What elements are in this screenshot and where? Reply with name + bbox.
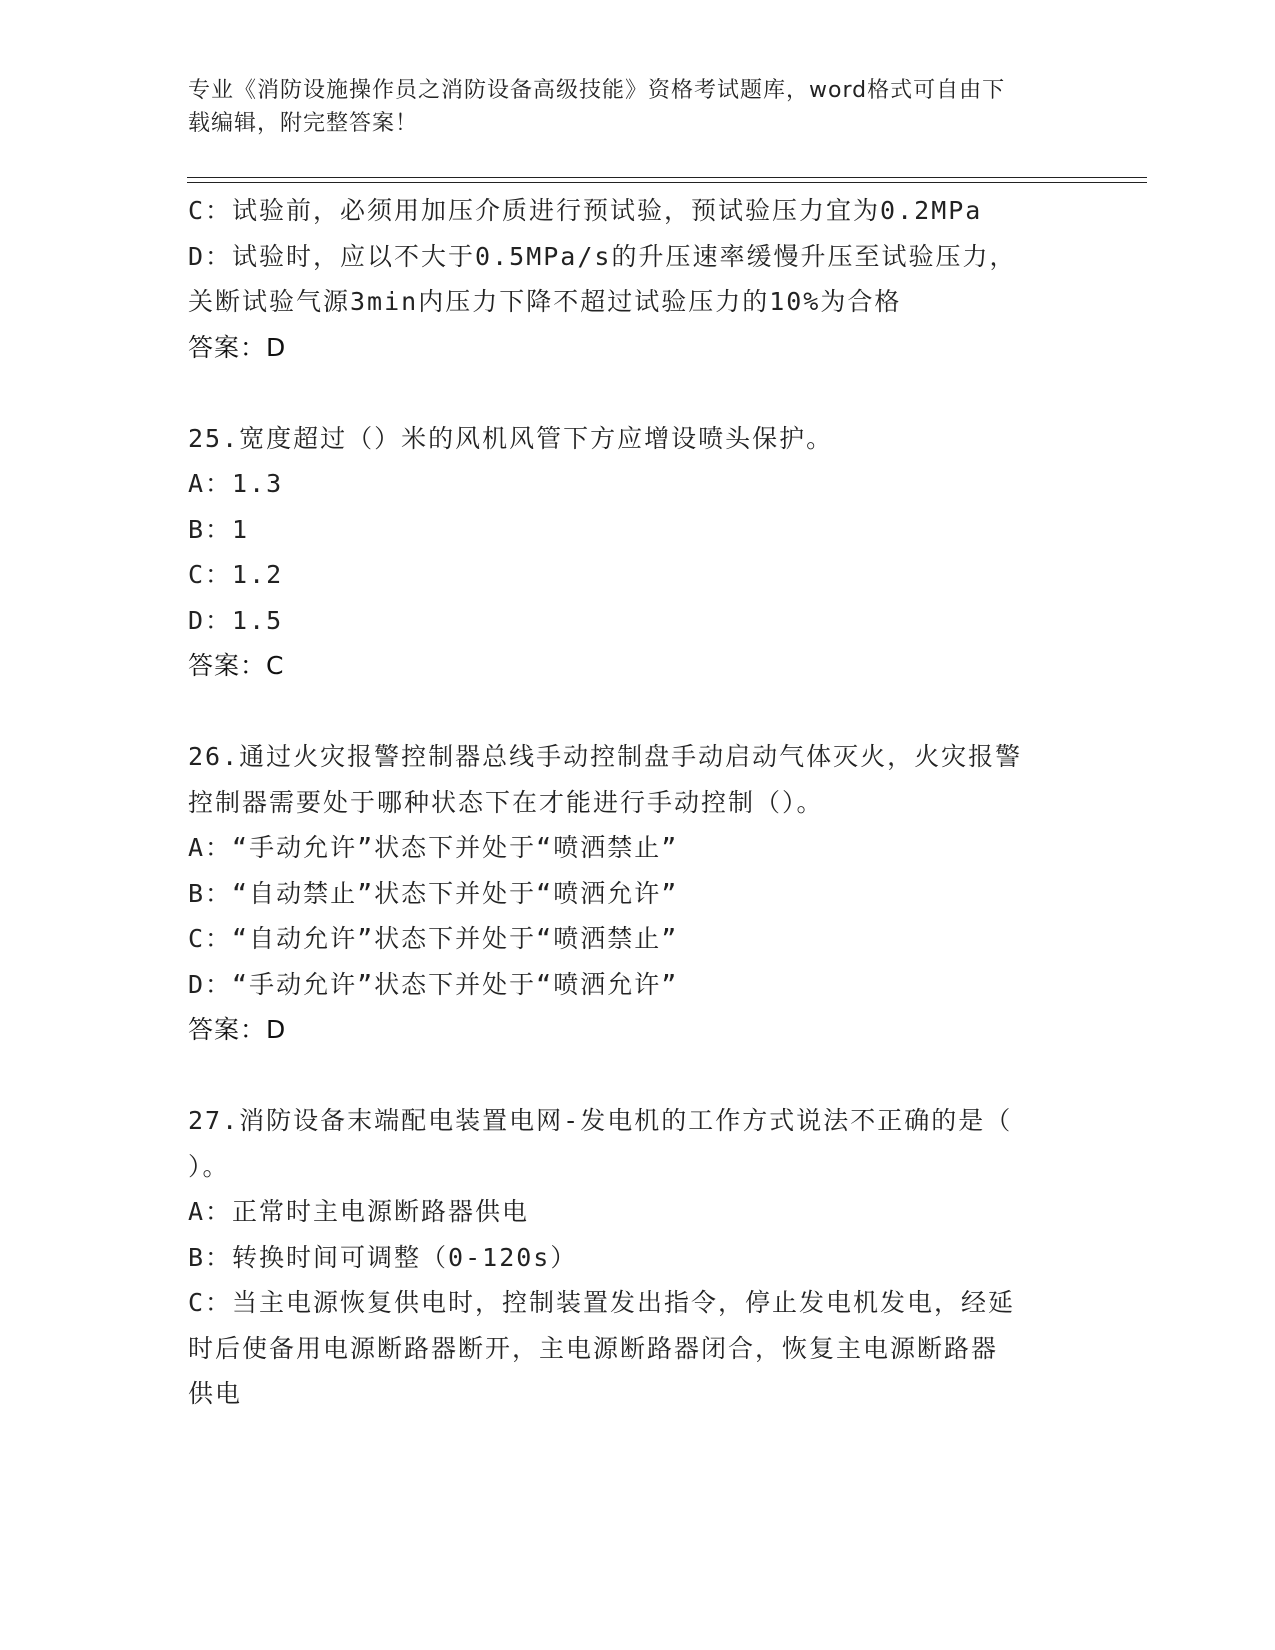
q24-option-d-line-2: 关断试验气源3min内压力下降不超过试验压力的10%为合格	[188, 287, 902, 316]
document-header	[188, 74, 1068, 140]
header-line-2: 载编辑，附完整答案！	[188, 111, 419, 136]
q25-option-c: C：1.2	[188, 560, 284, 589]
q27-question-line-1: 27.消防设备末端配电装置电网-发电机的工作方式说法不正确的是（	[188, 1106, 1013, 1135]
q26-answer: 答案：D	[188, 1015, 287, 1044]
spacer	[188, 1053, 1088, 1099]
q25-answer: 答案：C	[188, 651, 285, 680]
q26-option-a: A：“手动允许”状态下并处于“喷洒禁止”	[188, 833, 679, 862]
q26-option-b: B：“自动禁止”状态下并处于“喷洒允许”	[188, 878, 679, 908]
q24-option-c: C：试验前，必须用加压介质进行预试验，预试验压力宜为0.2MPa	[188, 196, 983, 225]
spacer	[188, 370, 1088, 416]
q27-option-b: B：转换时间可调整（0-120s）	[188, 1242, 578, 1272]
header-divider-top	[187, 177, 1147, 178]
q25-option-d: D：1.5	[188, 605, 284, 635]
header-line-1: 专业《消防设施操作员之消防设备高级技能》资格考试题库，word格式可自由下	[188, 78, 1006, 103]
q26-option-d: D：“手动允许”状态下并处于“喷洒允许”	[188, 969, 679, 999]
q27-option-a: A：正常时主电源断路器供电	[188, 1197, 530, 1226]
q25-question: 25.宽度超过（）米的风机风管下方应增设喷头保护。	[188, 423, 834, 453]
header-divider-bottom	[187, 182, 1147, 183]
q25-option-b: B：1	[188, 514, 250, 544]
question-content	[188, 188, 1088, 1417]
q27-question-line-2: ）。	[188, 1151, 230, 1181]
q27-option-c-line-2: 时后使备用电源断路器断开，主电源断路器闭合，恢复主电源断路器	[188, 1333, 999, 1363]
q26-question-line-2: 控制器需要处于哪种状态下在才能进行手动控制（）。	[188, 787, 824, 817]
q25-option-a: A：1.3	[188, 469, 284, 498]
q24-answer: 答案：D	[188, 332, 287, 362]
q27-option-c-line-3: 供电	[188, 1379, 243, 1408]
q24-option-d-line-1: D：试验时，应以不大于0.5MPa/s的升压速率缓慢升压至试验压力，	[188, 241, 1017, 271]
q27-option-c-line-1: C：当主电源恢复供电时，控制装置发出指令，停止发电机发电，经延	[188, 1288, 1016, 1317]
q26-option-c: C：“自动允许”状态下并处于“喷洒禁止”	[188, 924, 679, 953]
spacer	[188, 689, 1088, 735]
q26-question-line-1: 26.通过火灾报警控制器总线手动控制盘手动启动气体灭火，火灾报警	[188, 742, 1023, 771]
